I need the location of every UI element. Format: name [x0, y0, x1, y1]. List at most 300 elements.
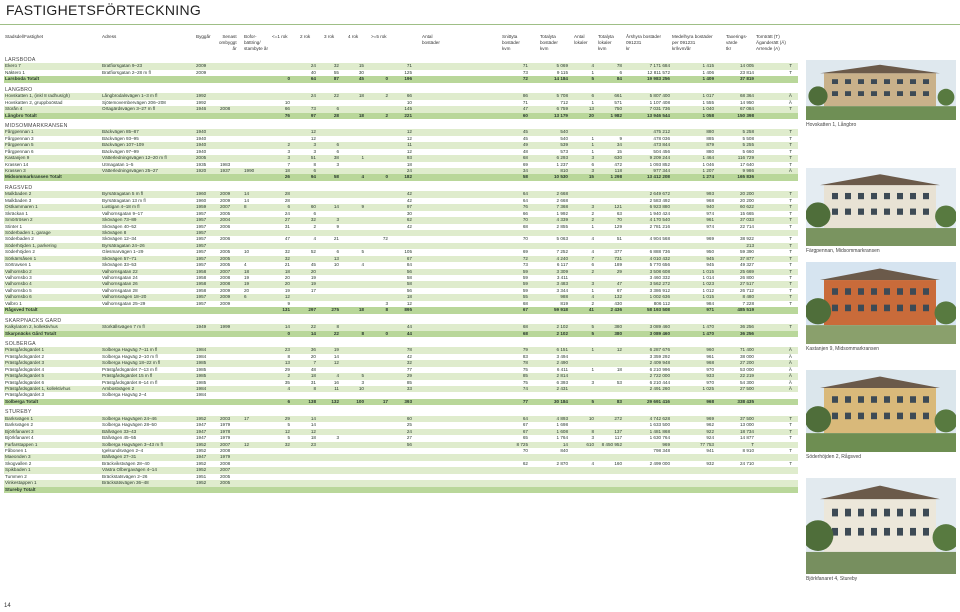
cell-bofor: 18 — [244, 268, 250, 274]
cell-adress: Valhornsgatan 22 — [102, 268, 138, 274]
cell-ombyggt: 2006 — [220, 223, 231, 229]
cell-bofor: 4 — [244, 262, 247, 268]
cell-medelhyra: 1 015 — [702, 268, 714, 274]
cell-tomtratt: T — [789, 294, 792, 300]
cell-rok2: 17 — [310, 287, 316, 293]
col-header-taxeringsvarde: Taxerings- värde tkr — [726, 34, 748, 52]
cell-rok3: 3 — [336, 217, 339, 223]
cell-rok2: 97 — [310, 112, 316, 118]
cell-taxeringsvarde: 22 714 — [739, 223, 754, 229]
cell-fastighet: Valhornsbo 3 — [5, 275, 32, 280]
cell-taxeringsvarde: 13 000 — [739, 422, 754, 428]
cell-tomtratt: T — [789, 415, 792, 421]
photo-caption: Kastanjen 9, Midsommarkransen — [806, 346, 880, 352]
cell-arshyra: 3 089 460 — [649, 324, 670, 330]
cell-antal-bostader: 42 — [406, 191, 412, 197]
cell-totalyta-lokaler: 70 — [616, 217, 622, 223]
cell-totalyta-bostader: 3 309 — [556, 268, 568, 274]
cell-ombyggt: 2007 — [220, 204, 231, 210]
cell-taxeringsvarde: 165 836 — [737, 174, 754, 180]
cell-antal-bostader: 58 — [406, 281, 412, 287]
cell-snittyta: 72 — [522, 76, 528, 82]
cell-snittyta: 62 — [522, 460, 528, 466]
cell-byggar: 1947 — [196, 454, 207, 460]
cell-antal-bostader: 42 — [406, 353, 412, 359]
cell-snittyta: 70 — [522, 236, 528, 242]
cell-tomtratt: T — [789, 422, 792, 428]
cell-rok2: 18 — [310, 373, 316, 379]
cell-arshyra: 9 209 244 — [649, 155, 670, 161]
cell-medelhyra: 945 — [706, 255, 714, 261]
cell-byggar: 1960 — [196, 191, 207, 197]
cell-byggar: 1947 — [196, 428, 207, 434]
cell-ombyggt: 2009 — [220, 294, 231, 300]
cell-totalyta-bostader: 4 339 — [556, 217, 568, 223]
col-header-fastighet: Stadsdel/Fastighet — [5, 34, 44, 39]
cell-rok2: 23 — [310, 441, 316, 447]
cell-byggar: 1946 — [196, 106, 207, 112]
col-header-byggar: Byggår — [196, 34, 211, 39]
cell-byggar: 1949 — [196, 324, 207, 330]
cell-totalyta-bostader: 2 490 — [556, 360, 568, 366]
cell-arshyra: 2 409 948 — [649, 360, 670, 366]
cell-totalyta-lokaler: 661 — [614, 93, 622, 99]
cell-rok4: 45 — [358, 76, 364, 82]
cell-fastighet: Fårgpennan 1 — [5, 129, 34, 135]
cell-adress: Bällvägen 33–43 — [102, 428, 137, 434]
cell-byggar: 1984 — [196, 386, 207, 391]
cell-antal-bostader: 27 — [406, 435, 412, 441]
cell-totalyta-bostader: 539 — [560, 142, 568, 148]
cell-byggar: 1957 — [196, 217, 207, 223]
cell-antal-lokaler: 15 — [588, 174, 594, 180]
cell-arshyra: 5 770 656 — [649, 262, 670, 268]
cell-antal-lokaler: 4 — [591, 63, 594, 69]
photo-caption: Björkfanaret 4, Stureby — [806, 576, 858, 582]
cell-rok1: 47 — [284, 236, 290, 242]
cell-totalyta-bostader: 5 708 — [556, 93, 568, 99]
cell-adress: Valhornsvägen 18–20 — [102, 294, 147, 300]
cell-totalyta-lokaler: 118 — [614, 168, 622, 173]
cell-rok3: 13 — [333, 255, 339, 261]
cell-snittyta: 68 — [522, 300, 528, 306]
section-title: MIDSOMMARKRANSEN — [5, 122, 68, 129]
cell-byggar: 1957 — [196, 236, 207, 242]
cell-ombyggt: 2008 — [220, 460, 231, 466]
cell-antal-lokaler: 2 — [591, 300, 594, 306]
cell-fastighet: Prästgårdsgärdet 3 — [5, 392, 45, 398]
cell-snittyta: 72 — [522, 255, 528, 261]
cell-rok2: 36 — [310, 347, 316, 353]
cell-rok1: 12 — [284, 428, 290, 434]
cell-rok1: 21 — [284, 262, 290, 268]
cell-antal-bostader: 18 — [406, 161, 412, 167]
cell-arshyra: 969 — [662, 441, 670, 447]
cell-ombyggt: 1999 — [220, 324, 231, 330]
cell-bofor: 19 — [244, 281, 250, 287]
cell-rok2: 19 — [310, 281, 316, 287]
cell-medelhyra: 969 — [706, 415, 714, 421]
cell-byggar: 1947 — [196, 422, 207, 428]
cell-antal-bostader: 66 — [406, 93, 412, 99]
cell-bofor: 6 — [244, 294, 247, 300]
cell-taxeringsvarde: 36 256 — [739, 324, 754, 330]
cell-rok2: 12 — [310, 135, 316, 141]
cell-medelhyra: 1 470 — [702, 330, 714, 336]
cell-tomtratt: T — [789, 262, 792, 268]
cell-rok3: 14 — [333, 353, 339, 359]
cell-byggar: 1985 — [196, 366, 207, 372]
cell-rok2: 12 — [310, 129, 316, 135]
cell-fastighet: Maeonden 3 — [5, 454, 31, 460]
cell-taxeringsvarde: 71 400 — [739, 347, 754, 353]
cell-totalyta-lokaler: 121 — [614, 204, 622, 210]
cell-antal-bostader: 196 — [404, 76, 412, 82]
cell-fastighet: Valbro 1 — [5, 300, 22, 306]
cell-arshyra: 2 722 000 — [649, 373, 670, 379]
cell-arshyra: 1 940 424 — [649, 210, 670, 216]
cell-antal-bostader: 60 — [406, 415, 412, 421]
cell-adress: Bällvägen 27–31 — [102, 454, 137, 460]
cell-adress: Arnbostvägen 2 — [102, 386, 135, 391]
cell-adress: Solberga Hagväg 2–4 — [102, 392, 147, 398]
cell-fastighet: Fåbonen 1 — [5, 447, 27, 453]
cell-taxeringsvarde: 36 256 — [739, 330, 754, 336]
cell-snittyta: 77 — [522, 398, 528, 404]
cell-totalyta-bostader: 2 668 — [556, 191, 568, 197]
cell-fastighet: Skräckan 1 — [5, 210, 28, 216]
cell-antal-lokaler: 6 — [591, 93, 594, 99]
cell-antal-bostader: 56 — [406, 441, 412, 447]
cell-antal-lokaler: 7 — [591, 255, 594, 261]
cell-rok2: 64 — [310, 76, 316, 82]
cell-antal-bostader: 32 — [406, 360, 412, 366]
cell-arshyra: 806 112 — [653, 300, 670, 306]
cell-fastighet: Skarpnäcks Gård Totalt — [5, 330, 57, 336]
cell-totalyta-lokaler: 8 450 952 — [601, 441, 622, 447]
cell-medelhyra: 968 — [706, 398, 714, 404]
cell-bofor: 1990 — [244, 168, 255, 173]
cell-antal-bostader: 42 — [406, 197, 412, 203]
cell-taxeringsvarde: 15 665 — [739, 210, 754, 216]
cell-rok3: 132 — [331, 398, 339, 404]
cell-adress: Bällvägen 45–55 — [102, 435, 137, 441]
cell-adress: Bräcksätsvägen 36–48 — [102, 480, 149, 486]
cell-fastighet: Söderbaden 1, garage — [5, 229, 51, 235]
cell-rok2: 18 — [310, 435, 316, 441]
cell-antal-bostader: 24 — [406, 168, 412, 173]
cell-medelhyra: 924 — [706, 435, 714, 441]
cell-snittyta: 75 — [522, 366, 528, 372]
cell-totalyta-bostader: 5 069 — [556, 63, 568, 69]
cell-fastighet: Söderhöjden 1, parkering — [5, 242, 57, 248]
cell-antal-bostader: 62 — [406, 217, 412, 223]
cell-adress: Storkällsvägen 7 m fl — [102, 324, 145, 330]
cell-rok1: 66 — [284, 106, 290, 112]
cell-totalyta-bostader: 840 — [560, 447, 568, 453]
cell-rok2: 4 — [313, 236, 316, 242]
cell-tomtratt: Ä — [788, 168, 792, 173]
cell-adress: Byrsätragatan 5 m fl — [102, 191, 144, 197]
cell-totalyta-lokaler: 6 — [619, 69, 622, 75]
cell-rok4: 18 — [358, 112, 364, 118]
cell-arshyra: 6 210 444 — [649, 379, 670, 385]
cell-fastighet: Söderbaden 2 — [5, 236, 34, 242]
cell-rok1: 32 — [284, 249, 290, 255]
cell-arshyra: 4 170 540 — [649, 217, 670, 223]
cell-arshyra: 3 359 292 — [649, 353, 670, 359]
cell-fastighet: Fårgpennan 6 — [5, 148, 34, 154]
col-header-antal-lokaler: Antal lokaler — [574, 34, 588, 46]
cell-taxeringsvarde: 68 364 — [739, 93, 754, 99]
cell-antal-lokaler: 5 — [591, 398, 594, 404]
building-photo-image — [806, 262, 956, 344]
cell-tomtratt: T — [789, 191, 792, 197]
cell-tomtratt: Ä — [788, 373, 792, 379]
cell-totalyta-bostader: 4 240 — [556, 255, 568, 261]
cell-rok1: 9 — [287, 300, 290, 306]
cell-ombyggt: 2004 — [220, 217, 231, 223]
cell-rok2: 52 — [310, 249, 316, 255]
cell-adress: Långbrodalsvägen 1–3 m fl — [102, 93, 158, 99]
cell-rok2: 12 — [310, 428, 316, 434]
cell-rok3: 11 — [334, 386, 339, 391]
cell-byggar: 1952 — [196, 480, 207, 486]
building-photo — [806, 370, 956, 460]
cell-rok4: 5 — [361, 373, 364, 379]
cell-tomtratt: T — [789, 223, 792, 229]
building-photo-image — [806, 168, 956, 246]
cell-rok1: 35 — [284, 379, 290, 385]
cell-ombyggt: 2007 — [220, 441, 231, 447]
cell-byggar: 1985 — [196, 379, 207, 385]
cell-rok3: 10 — [333, 262, 339, 268]
cell-tomtratt: Ä — [788, 347, 792, 353]
cell-medelhyra: 885 — [706, 135, 714, 141]
cell-fastighet: Kastanjen 9 — [5, 155, 30, 161]
cell-fastighet: Fårgpennan 3 — [5, 135, 34, 141]
cell-byggar: 1957 — [196, 210, 207, 216]
cell-rok3: 28 — [333, 112, 339, 118]
cell-ombyggt: 2008 — [220, 275, 231, 280]
cell-rok1: 3 — [287, 148, 290, 154]
cell-fastighet: Stureby Totalt — [5, 486, 36, 492]
cell-tomtratt: T — [789, 324, 792, 330]
cell-byggar: 1952 — [196, 447, 207, 453]
cell-rok1: 12 — [284, 294, 290, 300]
cell-rok5: 8 — [385, 307, 388, 313]
cell-totalyta-lokaler: 51 — [616, 236, 622, 242]
cell-fastighet: Solberga Totalt — [5, 398, 39, 404]
cell-medelhyra: 1 017 — [702, 93, 714, 99]
cell-rok3: 6 — [336, 106, 339, 112]
cell-totalyta-bostader: 6 759 — [556, 106, 568, 112]
cell-totalyta-bostader: 819 — [560, 300, 568, 306]
cell-medelhyra: 922 — [706, 428, 714, 434]
cell-taxeringsvarde: 14 950 — [739, 99, 754, 105]
cell-taxeringsvarde: 213 — [746, 242, 754, 248]
cell-antal-lokaler: 10 — [588, 415, 594, 421]
cell-taxeringsvarde: 53 000 — [739, 366, 754, 372]
cell-fastighet: Stinter 1 — [5, 223, 23, 229]
cell-medelhyra: 1 409 — [702, 76, 714, 82]
cell-fastighet: Rågsved Totalt — [5, 307, 38, 313]
cell-medelhyra: 968 — [706, 360, 714, 366]
cell-rok1: 31 — [284, 223, 290, 229]
cell-rok1: 27 — [284, 217, 290, 223]
cell-ombyggt: 2009 — [220, 287, 231, 293]
cell-antal-bostader: 78 — [406, 347, 412, 353]
cell-adress: Solberga Hagväg 2–10 m fl — [102, 353, 158, 359]
cell-fastighet: Krassen 3 — [5, 168, 26, 173]
cell-tomtratt: Ä — [788, 93, 792, 99]
cell-byggar: 1992 — [196, 99, 207, 105]
cell-byggar: 1984 — [196, 392, 207, 398]
cell-arshyra: 5 807 400 — [649, 93, 670, 99]
cell-snittyta: 85 — [522, 373, 528, 379]
cell-byggar: 1957 — [196, 255, 207, 261]
cell-totalyta-bostader: 540 — [560, 135, 568, 141]
cell-rok2: 20 — [310, 353, 316, 359]
cell-antal-lokaler: 3 — [591, 204, 594, 210]
cell-taxeringsvarde: 37 033 — [739, 217, 754, 223]
cell-byggar: 1960 — [196, 197, 207, 203]
cell-antal-bostader: 58 — [406, 275, 412, 280]
cell-rok5: 2 — [385, 93, 388, 99]
cell-byggar: 1957 — [196, 242, 207, 248]
cell-rok2: 24 — [310, 63, 316, 69]
cell-fastighet: Prästgårdsgärdet 1, kollektivhus — [5, 386, 71, 391]
cell-antal-bostader: 56 — [406, 287, 412, 293]
cell-fastighet: Malkbaden 2 — [5, 191, 32, 197]
cell-taxeringsvarde: 5 255 — [742, 142, 754, 148]
cell-fastighet: Prästgårdsgärdet 6 — [5, 379, 45, 385]
cell-taxeringsvarde: 22 219 — [739, 373, 754, 379]
cell-ombyggt: 1983 — [220, 161, 231, 167]
cell-fastighet: Hovskatten 2, gruppboöstad — [5, 99, 63, 105]
cell-totalyta-lokaler: 84 — [616, 76, 622, 82]
cell-medelhyra: 1 014 — [702, 275, 714, 280]
cell-taxeringsvarde: 26 712 — [739, 287, 754, 293]
cell-adress: Utmagatan 1–5 — [102, 161, 134, 167]
cell-rok3: 8 — [336, 324, 339, 330]
cell-byggar: 1958 — [196, 281, 207, 287]
cell-totalyta-lokaler: 29 — [616, 268, 622, 274]
cell-totalyta-lokaler: 83 — [616, 398, 622, 404]
cell-snittyta: 68 — [522, 223, 528, 229]
cell-taxeringsvarde: 27 517 — [739, 281, 754, 287]
cell-arshyra: 2 491 260 — [649, 386, 670, 391]
cell-totalyta-lokaler: 472 — [614, 161, 622, 167]
cell-antal-lokaler: 1 — [591, 366, 594, 372]
cell-rok1: 5 — [287, 422, 290, 428]
cell-byggar: 1957 — [196, 300, 207, 306]
cell-rok3: 4 — [336, 373, 339, 379]
cell-rok2: 94 — [310, 174, 316, 180]
cell-antal-bostader: 56 — [406, 268, 412, 274]
cell-antal-lokaler: 3 — [591, 168, 594, 173]
cell-byggar: 1957 — [196, 223, 207, 229]
cell-taxeringsvarde: 60 622 — [739, 204, 754, 210]
col-header-bofor: Bofor- bättring/ stambyte år — [244, 34, 268, 52]
cell-arshyra: 2 781 216 — [649, 223, 670, 229]
col-header-3rok: 3 rok — [324, 34, 335, 39]
cell-adress: Valhornsgatan 24 — [102, 275, 138, 280]
cell-rok2: 8 — [313, 386, 316, 391]
cell-rok2: 7 — [313, 360, 316, 366]
cell-rok3: 3 — [336, 161, 339, 167]
cell-rok2: 45 — [310, 262, 316, 268]
cell-antal-bostader: 33 — [406, 386, 412, 391]
cell-totalyta-bostader: 2 431 — [556, 386, 568, 391]
cell-taxeringsvarde: 37 500 — [739, 415, 754, 421]
cell-antal-bostader: 25 — [406, 422, 412, 428]
cell-adress: Solberga Hagvägen 3–43 m fl — [102, 441, 163, 447]
cell-totalyta-bostader: 540 — [560, 129, 568, 135]
cell-fastighet: Barksvägen 1 — [5, 415, 34, 421]
cell-totalyta-lokaler: 78 — [616, 63, 622, 69]
cell-totalyta-lokaler: 137 — [614, 428, 622, 434]
cell-rok2: 6 — [313, 210, 316, 216]
cell-ombyggt: 2005 — [220, 255, 231, 261]
cell-rok1: 4 — [287, 386, 290, 391]
cell-snittyta: 47 — [522, 106, 528, 112]
cell-antal-bostader: 12 — [406, 135, 412, 141]
cell-snittyta: 83 — [522, 353, 528, 359]
cell-totalyta-lokaler: 117 — [614, 435, 622, 441]
cell-antal-bostader: 44 — [406, 324, 412, 330]
cell-antal-bostader: 85 — [406, 379, 412, 385]
cell-rok2: 32 — [310, 217, 316, 223]
building-photo-image — [806, 478, 956, 574]
cell-snittyta: 79 — [522, 347, 528, 353]
cell-totalyta-lokaler: 132 — [614, 294, 622, 300]
cell-snittyta: 64 — [522, 197, 528, 203]
cell-medelhyra: 974 — [706, 223, 714, 229]
cell-snittyta: 59 — [522, 275, 528, 280]
cell-tomtratt: T — [789, 161, 792, 167]
cell-totalyta-lokaler: 272 — [614, 415, 622, 421]
cell-ombyggt: 2005 — [220, 249, 231, 255]
cell-snittyta: 48 — [522, 148, 528, 154]
cell-rok2: 48 — [310, 366, 316, 372]
col-header-tomtratt: Tomträtt (T) Äganderätt (Ä) Arrende (A) — [756, 34, 786, 52]
cell-rok3: 6 — [336, 142, 339, 148]
cell-byggar: 2009 — [196, 63, 207, 69]
cell-taxeringsvarde: 59 390 — [739, 249, 754, 255]
cell-totalyta-lokaler: 18 — [616, 366, 622, 372]
cell-rok3: 21 — [333, 236, 339, 242]
cell-arshyra: 3 089 460 — [649, 330, 670, 336]
cell-rok1: 0 — [287, 76, 290, 82]
cell-arshyra: 2 649 672 — [649, 191, 670, 197]
col-header-totalyta-lokaler: Totalyta lokaler kvm — [598, 34, 614, 52]
cell-byggar: 1984 — [196, 353, 207, 359]
cell-adress: Solberga Hagväg 18–22 m fl — [102, 360, 161, 366]
cell-tomtratt: T — [789, 63, 792, 69]
cell-rok1: 13 — [284, 360, 290, 366]
cell-totalyta-bostader: 9 115 — [556, 69, 568, 75]
cell-snittyta: 55 — [522, 294, 528, 300]
cell-snittyta: 49 — [522, 142, 528, 148]
section-title: SOLBERGA — [5, 340, 36, 347]
cell-antal-bostader: 10 — [406, 99, 412, 105]
cell-ombyggt: 1937 — [220, 168, 231, 173]
cell-medelhyra: 971 — [706, 307, 714, 313]
cell-medelhyra: 984 — [706, 300, 714, 306]
cell-antal-bostader: 145 — [404, 106, 412, 112]
cell-tomtratt: Ä — [788, 99, 792, 105]
